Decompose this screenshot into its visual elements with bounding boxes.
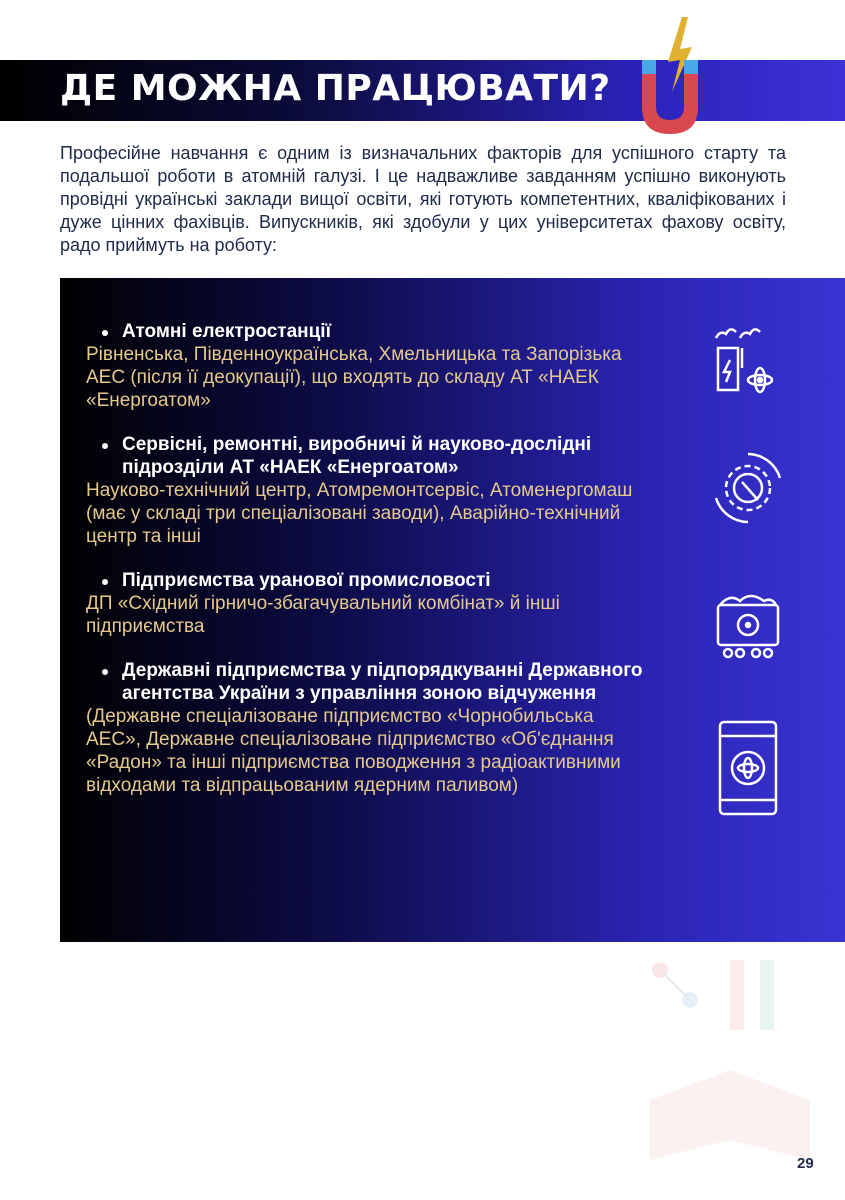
item-title: Державні підприємства у підпорядкуванні Державного агентства України з управління зоною відчуження [122, 659, 646, 705]
item-description: Рівненська, Південноукраїнська, Хмельницька та Запорізька АЕС (після її деокупації), що входять до складу АТ «НАЕК «Енергоатом» [86, 344, 622, 411]
employers-panel [60, 278, 845, 942]
page-number: 29 [797, 1155, 814, 1172]
list-item [86, 433, 646, 548]
list-item [86, 569, 646, 638]
gear-wrench-icon [708, 448, 788, 528]
radioactive-barrel-icon [708, 718, 788, 818]
uranium-cart-icon [708, 583, 788, 663]
intro-paragraph: Професійне навчання є одним із визначальних факторів для успішного старту та подальшої роботи в атомній галузі. І це надважливе завданням успішно виконують провідні українські заклади вищої освіти, які готують компетентних, кваліфікованих і дуже цінних фахівців. Випускників, які здобули у цих університетах фахову освіту, радо приймуть на роботу: [60, 143, 786, 255]
magnet-icon [630, 12, 710, 137]
item-title: Підприємства уранової промисловості [122, 569, 646, 592]
title-banner [0, 60, 845, 121]
item-description: (Державне спеціалізоване підприємство «Чорнобильська АЕС», Державне спеціалізоване підприємство «Об'єднання «Радон» та інші підприємства поводження з радіоактивними відходами та відпрацьованим ядерним паливом) [86, 706, 621, 796]
item-description: Науково-технічний центр, Атомремонтсервіс, Атоменергомаш (має у складі три спеціалізовані заводи), Аварійно-технічний центр та інші [86, 480, 633, 547]
science-decoration-icon [630, 950, 830, 1170]
list-item [86, 320, 646, 412]
item-description: ДП «Східний гірничо-збагачувальний комбінат» й інші підприємства [86, 593, 560, 637]
page-title: ДЕ МОЖНА ПРАЦЮВАТИ? [60, 68, 611, 109]
item-title: Сервісні, ремонтні, виробничі й науково-дослідні підрозділи АТ «НАЕК «Енергоатом» [122, 433, 646, 479]
nuclear-plant-icon [708, 318, 788, 398]
item-title: Атомні електростанції [122, 320, 646, 343]
list-item [86, 659, 646, 797]
